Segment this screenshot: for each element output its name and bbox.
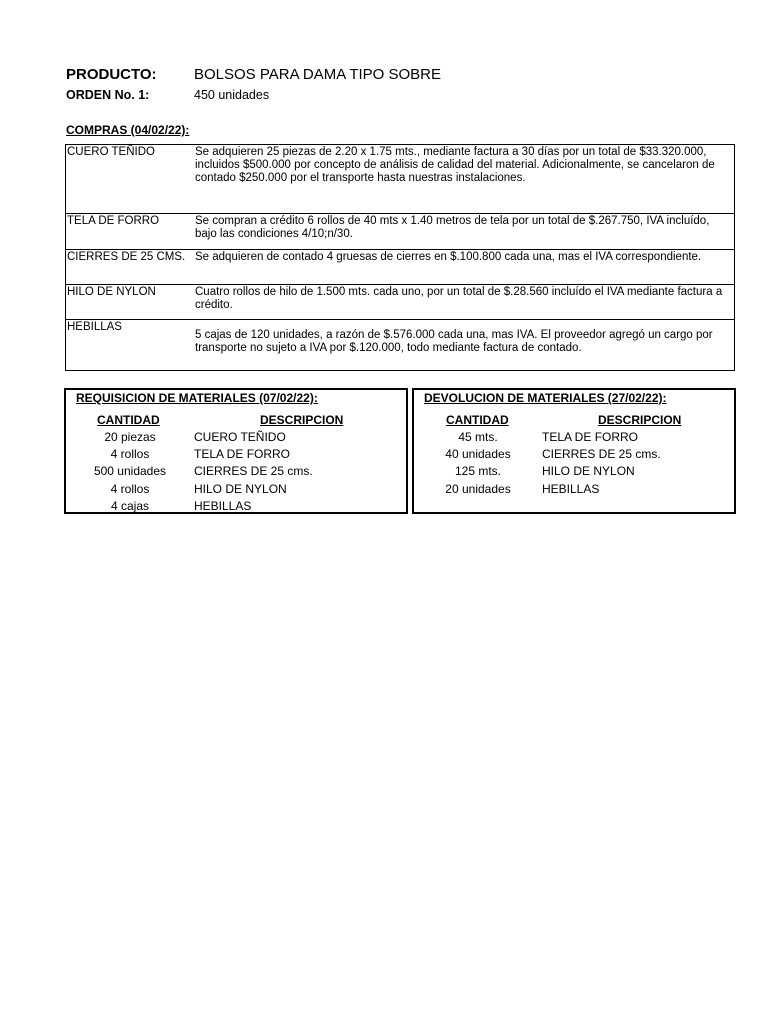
compras-desc: Se adquieren de contado 4 gruesas de cierres en $.100.800 cada una, mas el IVA correspondiente.: [194, 250, 735, 285]
devolucion-descripcion: TELA DE FORRO: [542, 430, 639, 444]
orden-value: 450 unidades: [194, 88, 270, 102]
table-row: [66, 320, 735, 371]
devolucion-cantidad: 125 mts.: [454, 464, 502, 478]
producto-label: PRODUCTO:: [66, 66, 157, 83]
table-row: [66, 250, 735, 285]
devolucion-box: [412, 388, 736, 514]
requisicion-descripcion: CIERRES DE 25 cms.: [194, 464, 313, 478]
requisicion-cantidad: 4 rollos: [110, 447, 150, 461]
compras-desc: Cuatro rollos de hilo de 1.500 mts. cada uno, por un total de $.28.560 incluído el IVA mediante factura a crédito.: [194, 285, 735, 320]
requisicion-descripcion: CUERO TEÑIDO: [194, 430, 286, 444]
requisicion-col-cantidad: CANTIDAD: [97, 413, 160, 427]
requisicion-cantidad: 4 rollos: [110, 482, 150, 496]
devolucion-title: DEVOLUCION DE MATERIALES (27/02/22):: [424, 391, 667, 405]
devolucion-cantidad: 40 unidades: [445, 447, 511, 461]
requisicion-box: [64, 388, 408, 514]
compras-table: [65, 144, 735, 371]
devolucion-cantidad: 20 unidades: [445, 482, 511, 496]
devolucion-col-cantidad: CANTIDAD: [446, 413, 509, 427]
requisicion-cantidad: 500 unidades: [93, 464, 167, 478]
compras-desc: Se adquieren 25 piezas de 2.20 x 1.75 mts., mediante factura a 30 días por un total de $33.320.000, incluidos $500.000 por concepto de análisis de calidad del material. Adicionalmente, se cancelaron de contado $250.000 por el transporte hasta nuestras instalaciones.: [194, 145, 735, 214]
requisicion-col-descripcion: DESCRIPCION: [260, 413, 344, 427]
requisicion-cantidad: 20 piezas: [104, 430, 156, 444]
compras-item: CUERO TEÑIDO: [66, 145, 195, 214]
table-row: [66, 285, 735, 320]
compras-desc: Se compran a crédito 6 rollos de 40 mts x 1.40 metros de tela por un total de $.267.750, IVA incluído, bajo las condiciones 4/10;n/30.: [194, 214, 735, 250]
requisicion-descripcion: HEBILLAS: [194, 499, 252, 513]
compras-desc: 5 cajas de 120 unidades, a razón de $.576.000 cada una, mas IVA. El proveedor agregó un cargo por transporte no sujeto a IVA por $.120.000, todo mediante factura de contado.: [194, 320, 735, 371]
devolucion-col-descripcion: DESCRIPCION: [598, 413, 682, 427]
compras-item: TELA DE FORRO: [66, 214, 195, 250]
compras-title: COMPRAS (04/02/22):: [66, 123, 190, 137]
requisicion-descripcion: HILO DE NYLON: [194, 482, 287, 496]
table-row: [66, 145, 735, 214]
producto-value: BOLSOS PARA DAMA TIPO SOBRE: [194, 66, 442, 83]
compras-item: HILO DE NYLON: [66, 285, 195, 320]
compras-item: HEBILLAS: [66, 320, 195, 371]
devolucion-descripcion: HEBILLAS: [542, 482, 600, 496]
devolucion-descripcion: CIERRES DE 25 cms.: [542, 447, 661, 461]
devolucion-descripcion: HILO DE NYLON: [542, 464, 635, 478]
requisicion-title: REQUISICION DE MATERIALES (07/02/22):: [76, 391, 318, 405]
orden-label: ORDEN No. 1:: [66, 88, 150, 102]
devolucion-cantidad: 45 mts.: [458, 430, 498, 444]
table-row: [66, 214, 735, 250]
compras-item: CIERRES DE 25 CMS.: [66, 250, 195, 285]
requisicion-cantidad: 4 cajas: [110, 499, 150, 513]
requisicion-descripcion: TELA DE FORRO: [194, 447, 291, 461]
